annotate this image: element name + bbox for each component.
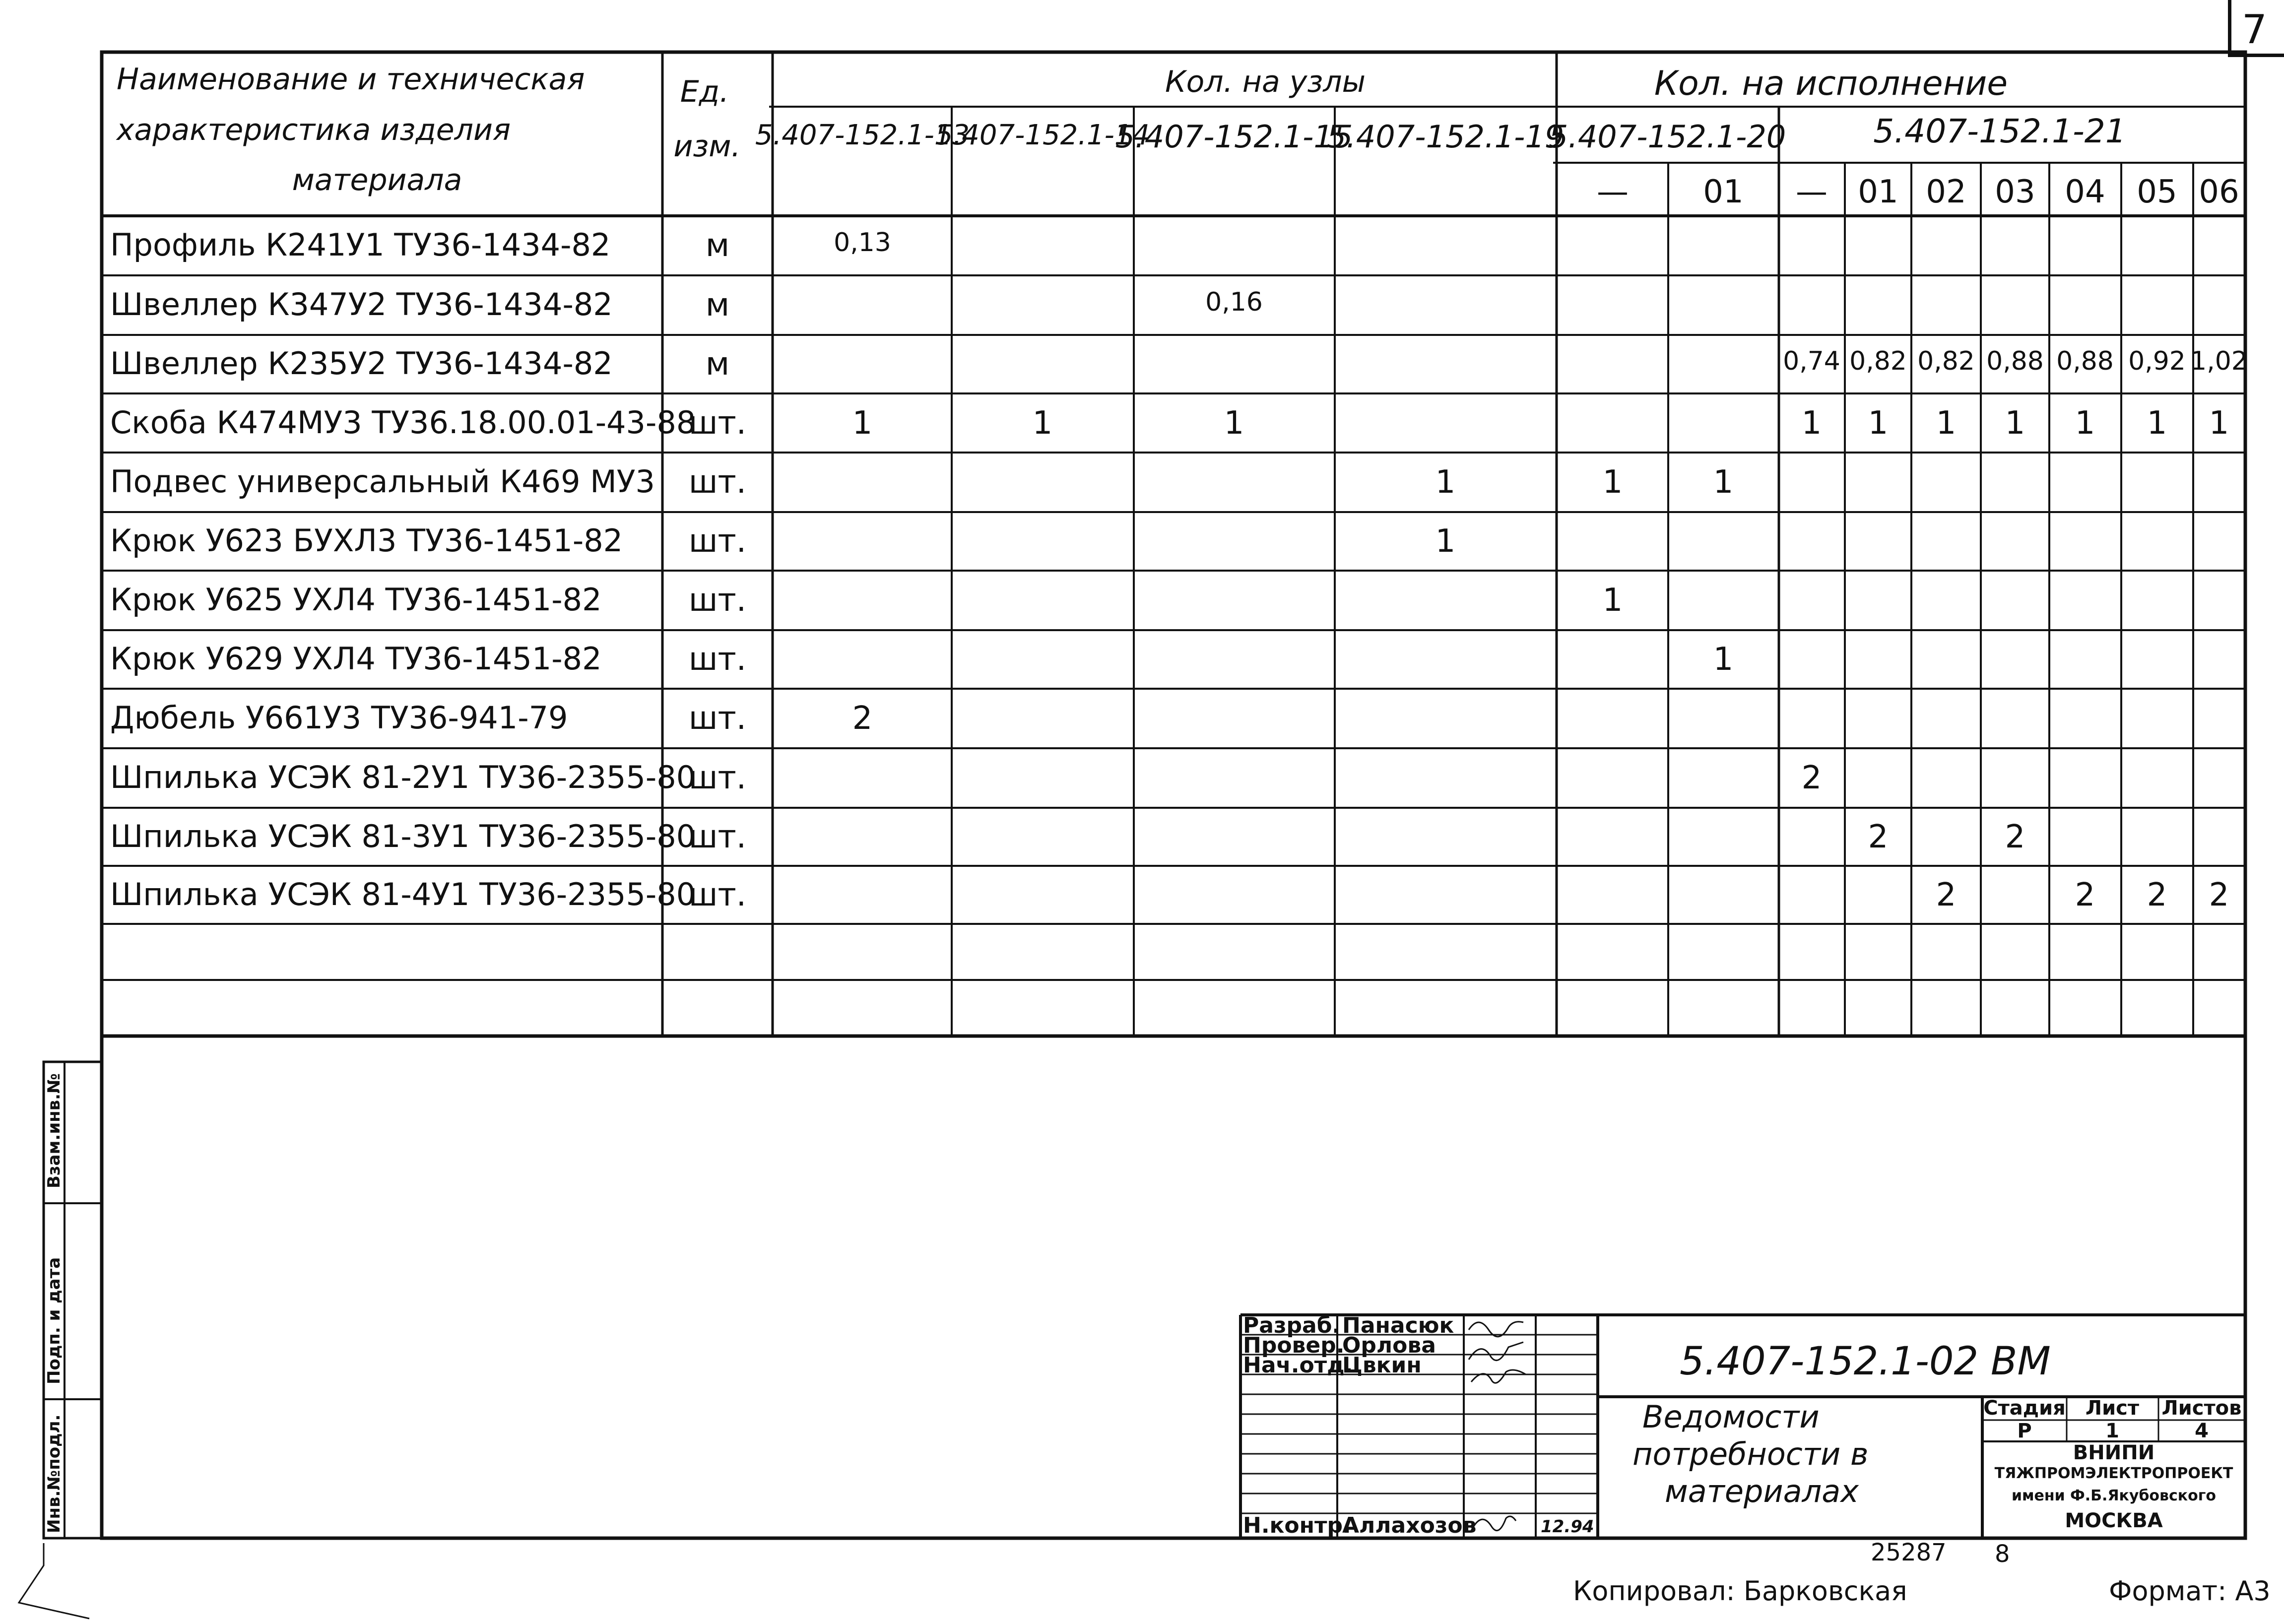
row-unit: шт. [688,405,747,442]
row-name: Профиль К241У1 ТУ36-1434-82 [110,227,611,263]
row-name: Крюк У625 УХЛ4 ТУ36-1451-82 [110,582,602,618]
sub20-01: 01 [1703,174,1744,210]
row-value-e21g: 2 [2209,877,2229,913]
row-name: Скоба К474МУ3 ТУ36.18.00.01-43-88 [110,404,696,441]
doc-code: 5.407-152.1-02 ВМ [1680,1339,2051,1384]
sub20-dash: — [1597,174,1629,210]
doc-title-1: Ведомости [1642,1399,1820,1435]
row-value-e21b: 2 [1868,819,1889,855]
name-col-header-3: материала [292,163,462,197]
sub21-dash: — [1796,174,1827,210]
role-norm-control: Н.контр. [1243,1513,1351,1538]
row-value-e21e: 1 [2075,405,2095,442]
org-line-1: ВНИПИ [2073,1441,2155,1464]
row-unit: м [705,227,730,264]
node-code-19: 5.407-152.1-19 [1326,119,1565,155]
node-code-14: 5.407-152.1-14 [935,119,1150,151]
sign-date: 12.94 [1541,1517,1594,1537]
side-stamp-replace-inv: Взам.инв.№ [44,1073,64,1188]
row-value-e20a: 1 [1602,464,1623,501]
name-developer: Панасюк [1342,1313,1454,1338]
row-value-e21g: 1 [2209,405,2229,442]
node-code-15: 5.407-152.1-15 [1115,119,1353,155]
row-name: Шпилька УСЭК 81-2У1 ТУ36-2355-80 [110,759,696,795]
row-value-c1: 0,13 [834,228,891,258]
row-unit: м [705,287,730,324]
copied-by: Копировал: Барковская [1573,1575,1907,1607]
side-stamp-inv-orig: Инв.№подл. [44,1414,64,1533]
name-col-header-2: характеристика изделия [117,113,511,147]
row-unit: шт. [688,700,747,737]
side-stamp-sign-date: Подп. и дата [44,1257,64,1384]
row-unit: м [705,346,730,383]
sub21-05: 05 [2137,174,2177,210]
sheet-label: Лист [2085,1397,2140,1420]
stage-label: Стадия [1983,1397,2066,1420]
row-value-e20a: 1 [1602,582,1623,619]
row-value-e21e: 0,88 [2056,346,2114,376]
row-unit: шт. [688,582,747,619]
name-checker: Орлова [1342,1333,1436,1358]
unit-col-header-2: изм. [673,129,741,164]
row-unit: шт. [688,819,747,855]
row-name: Шпилька УСЭК 81-3У1 ТУ36-2355-80 [110,818,696,854]
row-name: Подвес универсальный К469 МУ3 [110,463,655,500]
row-name: Крюк У629 УХЛ4 ТУ36-1451-82 [110,641,602,677]
row-name: Швеллер К235У2 ТУ36-1434-82 [110,345,613,382]
sub21-01: 01 [1858,174,1898,210]
row-value-e21c: 0,82 [1917,346,1975,376]
row-value-e21e: 2 [2075,877,2095,913]
page-number: 7 [2242,6,2267,53]
row-name: Шпилька УСЭК 81-4У1 ТУ36-2355-80 [110,876,696,912]
role-dept-head: Нач.отд. [1243,1353,1353,1378]
org-line-2: ТЯЖПРОМЭЛЕКТРОПРОЕКТ [1994,1465,2233,1482]
row-value-e21g: 1,02 [2190,346,2248,376]
row-value-e21b: 1 [1868,405,1889,442]
row-unit: шт. [688,523,747,560]
name-dept-head: Цвкин [1342,1353,1422,1378]
row-unit: шт. [688,877,747,913]
doc-title-2: потребности в [1632,1436,1869,1472]
role-checker: Провер. [1243,1333,1345,1358]
role-developer: Разраб. [1243,1313,1341,1338]
row-name: Крюк У623 БУХЛ3 ТУ36-1451-82 [110,522,623,559]
row-unit: шт. [688,760,747,796]
row-unit: шт. [688,464,747,501]
sheet-value: 1 [2105,1420,2119,1442]
row-value-e21f: 2 [2147,877,2167,913]
exec-title: Кол. на исполнение [1654,64,2008,103]
archive-number: 25287 [1871,1539,1947,1566]
paper-format: Формат: А3 [2109,1575,2271,1607]
sheets-value: 4 [2195,1420,2209,1442]
row-name: Швеллер К347У2 ТУ36-1434-82 [110,286,613,323]
name-norm-control: Аллахозов [1342,1513,1477,1538]
doc-title-3: материалах [1665,1473,1859,1509]
row-value-c1: 1 [852,405,873,442]
org-line-4: МОСКВА [2065,1509,2163,1532]
row-unit: шт. [688,641,747,678]
archive-number-extra: 8 [1995,1540,2010,1568]
row-value-e21f: 0,92 [2128,346,2186,376]
nodes-title: Кол. на узлы [1165,65,1366,99]
row-value-e21d: 0,88 [1986,346,2044,376]
sub21-04: 04 [2065,174,2105,210]
row-value-e21d: 2 [2005,819,2025,855]
row-value-c3: 0,16 [1205,287,1263,317]
row-value-e21d: 1 [2005,405,2025,442]
row-value-e21c: 1 [1936,405,1957,442]
row-value-c1: 2 [852,700,873,737]
row-value-e21a: 1 [1801,405,1822,442]
row-value-c2: 1 [1032,405,1053,442]
row-name: Дюбель У661У3 ТУ36-941-79 [110,700,568,736]
sub21-03: 03 [1995,174,2035,210]
node-code-13: 5.407-152.1-13 [755,119,970,151]
exec-code-21: 5.407-152.1-21 [1873,112,2126,150]
row-value-e20b: 1 [1713,464,1734,501]
row-value-e21a: 0,74 [1783,346,1840,376]
row-value-e21c: 2 [1936,877,1957,913]
row-value-e21f: 1 [2147,405,2167,442]
sheets-label: Листов [2161,1397,2242,1420]
org-line-3: имени Ф.Б.Якубовского [2011,1487,2217,1504]
stage-value: Р [2017,1420,2032,1442]
name-col-header-1: Наименование и техническая [117,62,585,97]
row-value-e20b: 1 [1713,641,1734,678]
sub21-02: 02 [1926,174,1966,210]
row-value-c3: 1 [1224,405,1244,442]
row-value-c4: 1 [1435,464,1456,501]
row-value-c4: 1 [1435,523,1456,560]
row-value-e21a: 2 [1801,760,1822,796]
sub21-06: 06 [2199,174,2239,210]
unit-col-header-1: Ед. [680,74,729,109]
exec-code-20: 5.407-152.1-20 [1548,119,1786,155]
row-value-e21b: 0,82 [1849,346,1907,376]
